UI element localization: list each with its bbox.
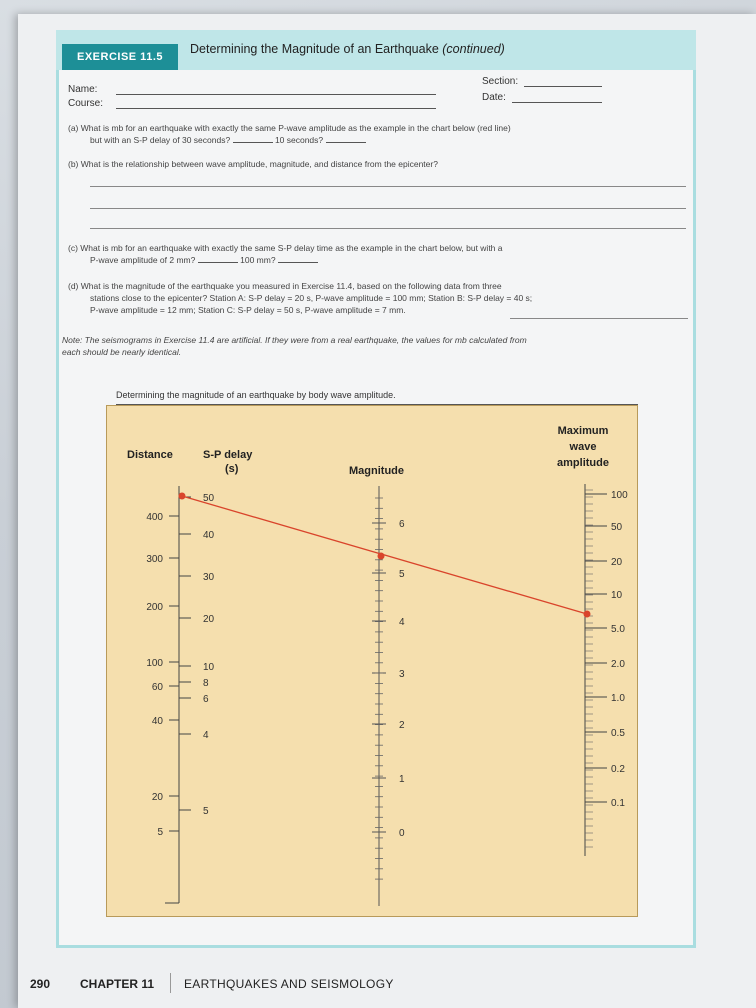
distance-tick-label: 60 bbox=[151, 682, 163, 693]
answer-b-line-2[interactable] bbox=[90, 208, 686, 209]
section-label: Section: bbox=[482, 76, 519, 87]
note bbox=[62, 334, 662, 358]
amplitude-tick-label: 10 bbox=[611, 590, 623, 601]
amplitude-tick-label: 1.0 bbox=[611, 693, 625, 704]
section-field[interactable] bbox=[524, 86, 602, 87]
course-field[interactable] bbox=[116, 108, 436, 109]
magnitude-tick-label: 4 bbox=[399, 617, 405, 628]
question-a-line2 bbox=[68, 134, 668, 146]
distance-tick-label: 5 bbox=[157, 827, 163, 838]
footer-separator bbox=[170, 973, 171, 993]
magnitude-tick-label: 2 bbox=[399, 720, 405, 731]
amplitude-header-2: wave bbox=[569, 441, 597, 453]
course-label: Course: bbox=[68, 98, 104, 109]
magnitude-tick-label: 1 bbox=[399, 774, 405, 785]
exercise-title-suffix: (continued) bbox=[442, 42, 505, 56]
sp-delay-tick-label: 50 bbox=[203, 493, 215, 504]
name-field[interactable] bbox=[116, 94, 436, 95]
question-a-line2-pre: but with an S-P delay of 30 seconds? bbox=[90, 135, 231, 145]
amplitude-tick-label: 0.2 bbox=[611, 764, 625, 775]
answer-b-line-3[interactable] bbox=[90, 228, 686, 229]
amplitude-header-3: amplitude bbox=[557, 457, 609, 469]
sp-delay-tick-label: 4 bbox=[203, 730, 209, 741]
distance-tick-label: 40 bbox=[151, 716, 163, 727]
question-a-line1: (a) What is mb for an earthquake with exactly the same P-wave amplitude as the example in the chart below (red line) bbox=[68, 123, 511, 133]
magnitude-header: Magnitude bbox=[349, 465, 404, 477]
magnitude-tick-label: 6 bbox=[399, 519, 405, 530]
note-line1: Note: The seismograms in Exercise 11.4 are artificial. If they were from a real earthquake, the values for mb calculated from bbox=[62, 335, 527, 345]
answer-c2-field[interactable] bbox=[278, 254, 318, 263]
name-label: Name: bbox=[68, 84, 98, 95]
sp-delay-tick-label: 6 bbox=[203, 694, 209, 705]
nomogram-svg bbox=[107, 406, 639, 918]
question-c-line2-mid: 100 mm? bbox=[240, 255, 276, 265]
chapter-label: CHAPTER 11 bbox=[80, 977, 155, 991]
distance-tick-label: 200 bbox=[146, 602, 163, 613]
amplitude-tick-label: 0.5 bbox=[611, 728, 625, 739]
example-point-sp bbox=[179, 493, 186, 500]
sp-delay-tick-label: 30 bbox=[203, 572, 215, 583]
figure-caption: Determining the magnitude of an earthquake by body wave amplitude. bbox=[116, 390, 396, 400]
answer-c1-field[interactable] bbox=[198, 254, 238, 263]
magnitude-tick-label: 0 bbox=[399, 828, 405, 839]
question-a-line2-mid: 10 seconds? bbox=[274, 135, 324, 145]
distance-header: Distance bbox=[127, 449, 173, 461]
sp-delay-tick-label: 5 bbox=[203, 806, 209, 817]
answer-b-line-1[interactable] bbox=[90, 186, 686, 187]
question-d bbox=[68, 280, 668, 316]
answer-d-field[interactable] bbox=[510, 318, 688, 319]
amplitude-ticks bbox=[585, 490, 628, 847]
question-c-line1: (c) What is mb for an earthquake with exactly the same S-P delay time as the example in the chart below, but with a bbox=[68, 243, 503, 253]
sp-delay-header: S-P delay bbox=[203, 449, 253, 461]
date-label: Date: bbox=[482, 92, 506, 103]
question-d-line1: (d) What is the magnitude of the earthquake you measured in Exercise 11.4, based on the following data from three bbox=[68, 281, 502, 291]
exercise-label: EXERCISE 11.5 bbox=[62, 44, 178, 70]
question-c bbox=[68, 242, 668, 266]
section-label-footer: EARTHQUAKES AND SEISMOLOGY bbox=[184, 977, 394, 991]
amplitude-tick-label: 2.0 bbox=[611, 659, 625, 670]
amplitude-tick-label: 5.0 bbox=[611, 624, 625, 635]
sp-delay-tick-label: 8 bbox=[203, 678, 209, 689]
sp-delay-tick-label: 10 bbox=[203, 662, 215, 673]
answer-a2-field[interactable] bbox=[326, 134, 366, 143]
question-a bbox=[68, 122, 668, 146]
amplitude-header-1: Maximum bbox=[557, 425, 609, 437]
distance-tick-label: 20 bbox=[151, 792, 163, 803]
distance-tick-label: 400 bbox=[146, 512, 163, 523]
sp-delay-ticks bbox=[179, 493, 215, 817]
magnitude-ticks bbox=[372, 498, 405, 879]
answer-a1-field[interactable] bbox=[233, 134, 273, 143]
question-b: (b) What is the relationship between wave amplitude, magnitude, and distance from the epicenter? bbox=[68, 159, 438, 169]
question-d-line3: P-wave amplitude = 12 mm; Station C: S-P delay = 50 s, P-wave amplitude = 7 mm. bbox=[90, 305, 406, 315]
nomogram bbox=[106, 405, 638, 917]
exercise-title bbox=[190, 42, 505, 56]
page-number: 290 bbox=[30, 977, 51, 991]
magnitude-tick-label: 5 bbox=[399, 569, 405, 580]
exercise-title-main: Determining the Magnitude of an Earthquake bbox=[190, 42, 439, 56]
example-line bbox=[182, 496, 587, 614]
example-point-magnitude bbox=[378, 553, 385, 560]
example-point-amplitude bbox=[584, 611, 591, 618]
note-line2: each should be nearly identical. bbox=[62, 347, 182, 357]
distance-ticks bbox=[146, 512, 179, 838]
distance-tick-label: 300 bbox=[146, 554, 163, 565]
amplitude-tick-label: 100 bbox=[611, 490, 628, 501]
question-c-line2-pre: P-wave amplitude of 2 mm? bbox=[90, 255, 196, 265]
magnitude-tick-label: 3 bbox=[399, 669, 405, 680]
question-c-line2 bbox=[68, 254, 668, 266]
distance-tick-label: 100 bbox=[146, 658, 163, 669]
sp-delay-unit: (s) bbox=[225, 463, 239, 475]
sp-delay-tick-label: 40 bbox=[203, 530, 215, 541]
amplitude-tick-label: 50 bbox=[611, 522, 623, 533]
amplitude-tick-label: 20 bbox=[611, 557, 623, 568]
question-d-line2: stations close to the epicenter? Station A: S-P delay = 20 s, P-wave amplitude = 100 mm; Station B: S-P delay = 40 s; bbox=[90, 293, 533, 303]
date-field[interactable] bbox=[512, 102, 602, 103]
amplitude-tick-label: 0.1 bbox=[611, 798, 625, 809]
sp-delay-tick-label: 20 bbox=[203, 614, 215, 625]
